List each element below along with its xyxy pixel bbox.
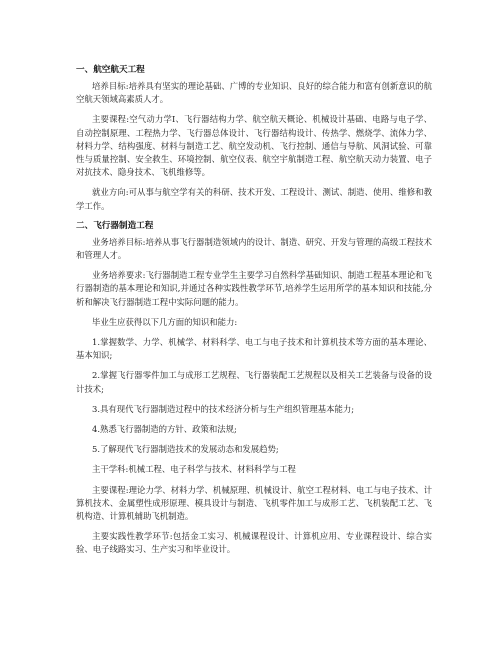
ability-item-1: 1.掌握数学、力学、机械学、材料科学、电工与电子技术和计算机技术等方面的基本理论、基本知识; — [76, 337, 432, 361]
main-courses-paragraph: 主要课程:空气动力学I、飞行器结构力学、航空航天概论、机械设计基础、电路与电子学、自动控制原理、工程热力学、飞行器总体设计、飞行器结构设计、传热学、燃烧学、流体力学、材料力学、结构强度、材料与制造工艺、航空发动机、飞行控制、通信与导航、风洞试验、可靠性与质量控制、安全救生、环境控制、航空仪表、航空宇航制造工程、航空航天动力装置、电子对抗技术、隐身技术、飞机维修等。 — [76, 114, 432, 178]
core-disciplines-paragraph: 主干学科:机械工程、电子科学与技术、材料科学与工程 — [92, 464, 296, 475]
section-aerospace-engineering — [76, 64, 432, 213]
ability-item-4: 4.熟悉飞行器制造的方针、政策和法规; — [92, 424, 237, 435]
section-aircraft-manufacturing — [76, 220, 432, 557]
ability-item-2: 2.掌握飞行器零件加工与成形工艺规程、飞行器装配工艺规程以及相关工艺装备与设备的设计技术; — [76, 370, 432, 394]
employment-paragraph: 就业方向:可从事与航空学有关的科研、技术开发、工程设计、测试、制造、使用、维修和教学工作。 — [76, 187, 432, 211]
training-goal-paragraph: 业务培养目标:培养从事飞行器制造领域内的设计、制造、研究、开发与管理的高级工程技术和管理人才。 — [76, 236, 432, 261]
section-heading: 一、航空航天工程 — [76, 65, 145, 75]
training-goal-paragraph: 培养目标:培养具有坚实的理论基础、广博的专业知识、良好的综合能力和富有创新意识的航空航天领域高素质人才。 — [76, 81, 432, 105]
practice-paragraph: 主要实践性教学环节:包括金工实习、机械课程设计、计算机应用、专业课程设计、综合实验、电子线路实习、生产实习和毕业设计。 — [76, 531, 432, 555]
ability-item-5: 5.了解现代飞行器制造技术的发展动态和发展趋势; — [92, 444, 279, 455]
main-courses-paragraph: 主要课程:理论力学、材料力学、机械原理、机械设计、航空工程材料、电工与电子技术、计算机技术、金属塑性成形原理、模具设计与制造、飞机零件加工与成形工艺、飞机装配工艺、飞机构造、计算机辅助飞机制造。 — [76, 484, 432, 522]
training-requirements-paragraph: 业务培养要求:飞行器制造工程专业学生主要学习自然科学基础知识、制造工程基本理论和飞行器制造的基本理论和知识,并通过各种实践性教学环节,培养学生运用所学的基本知识和技能,分析和解决飞行器制造工程中实际问题的能力。 — [76, 270, 432, 307]
graduate-abilities-intro: 毕业生应获得以下几方面的知识和能力: — [92, 316, 238, 327]
ability-item-3: 3.具有现代飞行器制造过程中的技术经济分析与生产组织管理基本能力; — [92, 403, 355, 414]
section-heading: 二、飞行器制造工程 — [76, 220, 154, 231]
